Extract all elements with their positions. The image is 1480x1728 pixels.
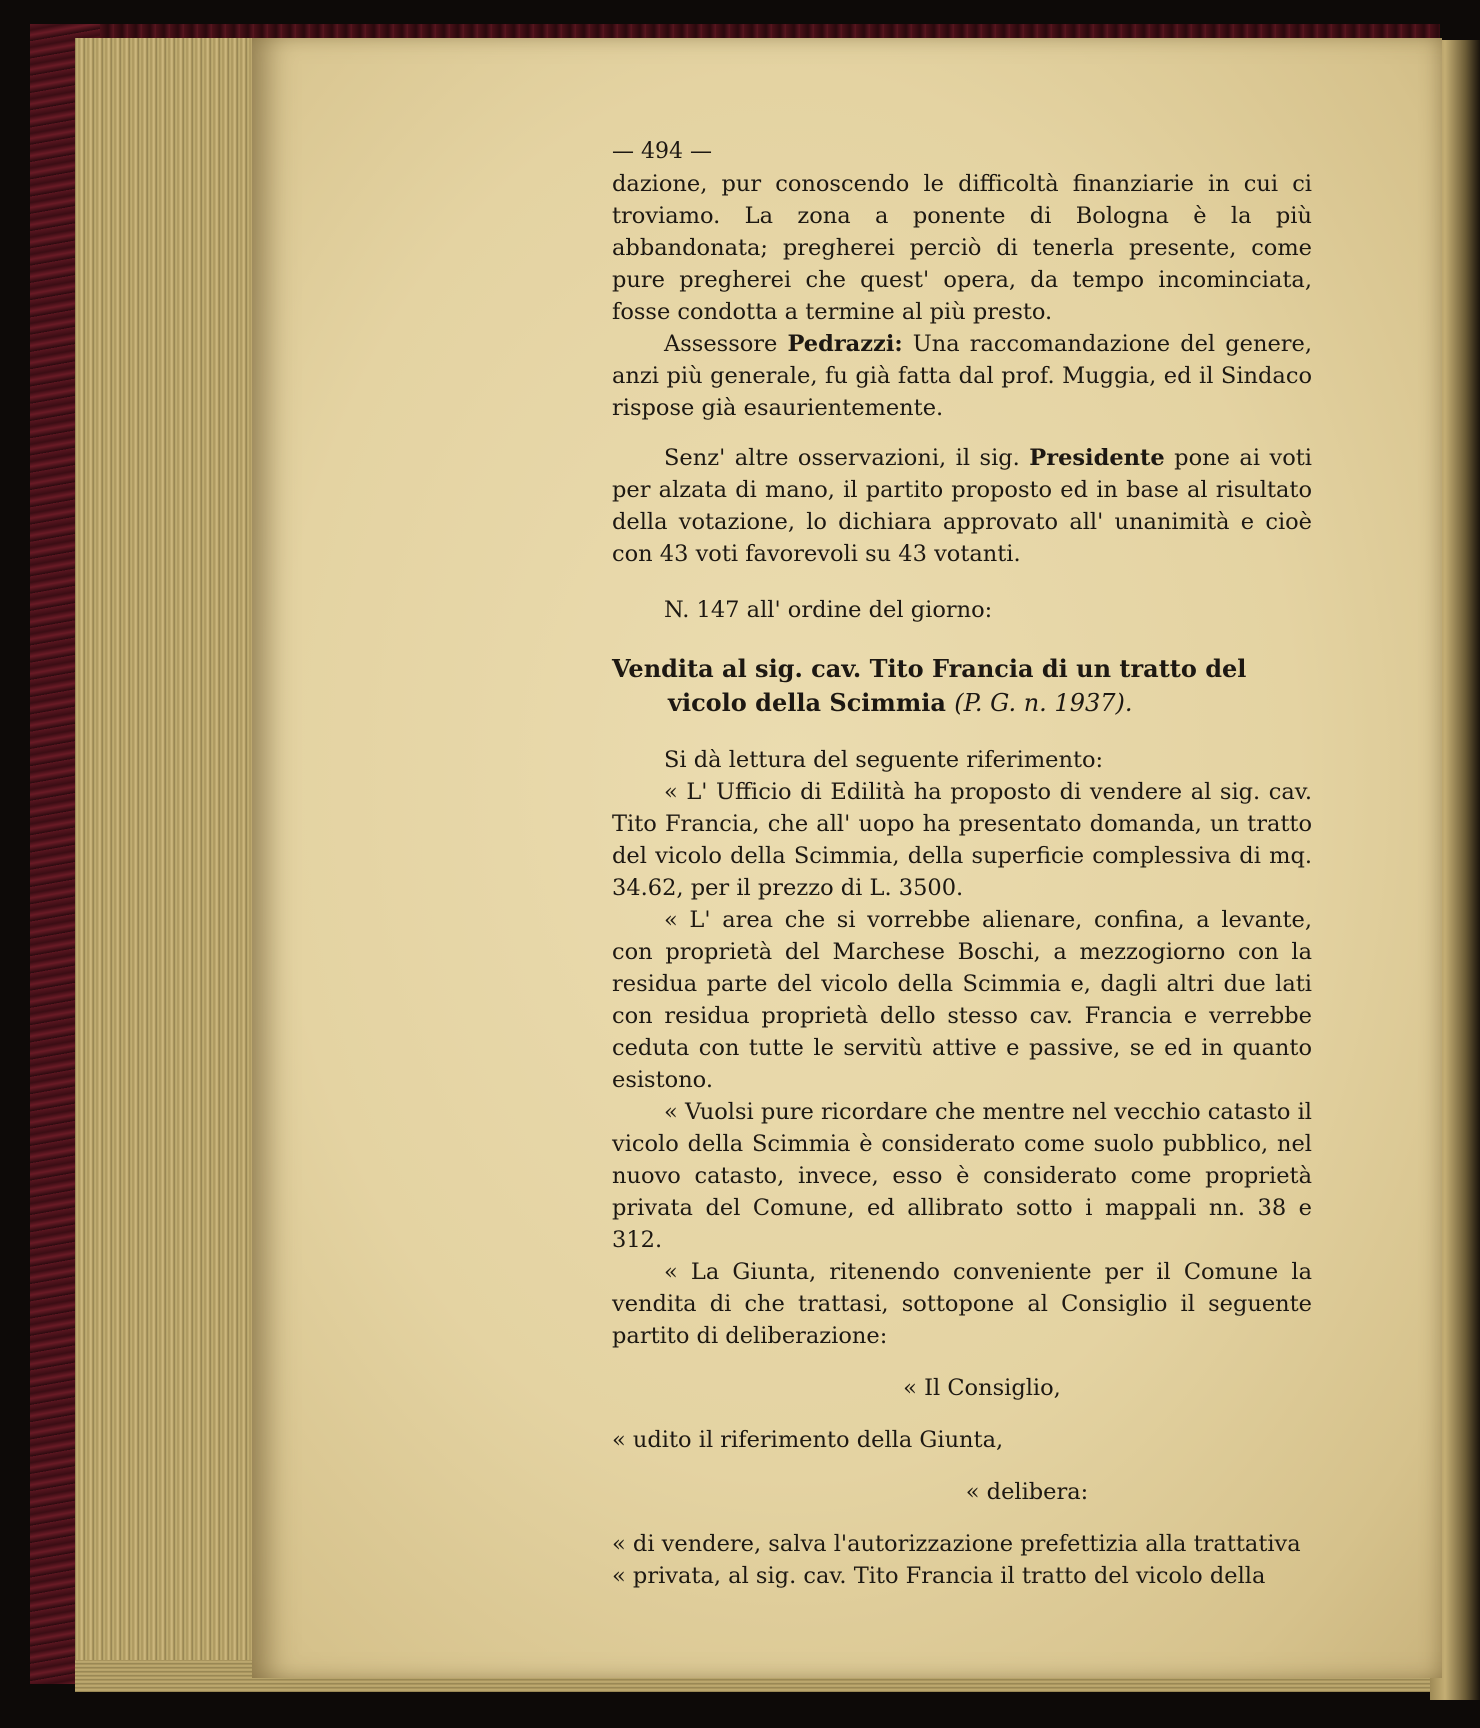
page-stack-edges: [75, 38, 260, 1688]
deliberation-heard: « udito il riferimento della Giunta,: [612, 1427, 1004, 1453]
section-heading-ref: (P. G. n. 1937).: [954, 689, 1133, 717]
paragraph-6: « L' Ufficio di Edilità ha proposto di vendere al sig. cav. Tito Francia, che all' uopo ha presentato domanda, un tratto del vicolo della Scimmia, della superficie complessiva di mq. 34.62, per il prezzo di L. 3500.: [612, 779, 1312, 901]
speaker-text: Una raccomandazione del genere, anzi più generale, fu già fatta dal prof. Muggia, ed il Sindaco rispose già esaurientemente.: [612, 331, 1312, 421]
paragraph-3-end: pone ai voti per alzata di mano, il partito proposto ed in base al risultato della votazione, lo dichiara approvato all' unanimità e cioè con 43 voti favorevoli su 43 votanti.: [612, 445, 1312, 567]
agenda-item: N. 147 all' ordine del giorno:: [664, 597, 993, 623]
deliberation-resolves: « delibera:: [965, 1479, 1089, 1505]
paragraph-8: « Vuolsi pure ricordare che mentre nel vecchio catasto il vicolo della Scimmia è considerato come suolo pubblico, nel nuovo catasto, invece, esso è considerato come proprietà privata del Comune, ed allibrato sotto i mappali nn. 38 e 312.: [612, 1099, 1312, 1253]
speaker-name: Pedrazzi:: [787, 331, 903, 357]
deliberation-council: « Il Consiglio,: [903, 1375, 1061, 1401]
section-heading: [612, 652, 1312, 720]
paragraph-7: « L' area che si vorrebbe alienare, confina, a levante, con proprietà del Marchese Boschi, a mezzogiorno con la residua parte del vicolo della Scimmia e, dagli altri due lati con residua proprietà dello stesso cav. Francia e verrebbe ceduta con tutte le servitù attive e passive, se ed in quanto esistono.: [612, 907, 1312, 1093]
paragraph-5: Si dà lettura del seguente riferimento:: [664, 747, 1104, 773]
deliberation-line-2: « privata, al sig. cav. Tito Francia il tratto del vicolo della: [612, 1563, 1266, 1589]
section-heading-title: Vendita al sig. cav. Tito Francia di un tratto del vicolo della Scimmia: [612, 654, 1247, 717]
paragraph-3: [612, 442, 1312, 570]
deliberation-line-1: « di vendere, salva l'autorizzazione prefettizia alla trattativa: [612, 1531, 1301, 1557]
page-number: — 494 —: [612, 139, 712, 164]
page-text: [612, 136, 1312, 1592]
speaker-title: Assessore: [664, 331, 788, 357]
paragraph-1: dazione, pur conoscendo le difficoltà finanziarie in cui ci troviamo. La zona a ponente di Bologna è la più abbandonata; pregherei perciò di tenerla presente, come pure pregherei che quest' opera, da tempo incominciata, fosse condotta a termine al più presto.: [612, 171, 1312, 325]
president-name: Presidente: [1029, 445, 1165, 471]
paragraph-9: « La Giunta, ritenendo conveniente per il Comune la vendita di che trattasi, sottopone al Consiglio il seguente partito di deliberazione:: [612, 1259, 1312, 1349]
paragraph-3-start: Senz' altre osservazioni, il sig.: [664, 445, 1030, 471]
paragraph-2: [612, 328, 1312, 424]
